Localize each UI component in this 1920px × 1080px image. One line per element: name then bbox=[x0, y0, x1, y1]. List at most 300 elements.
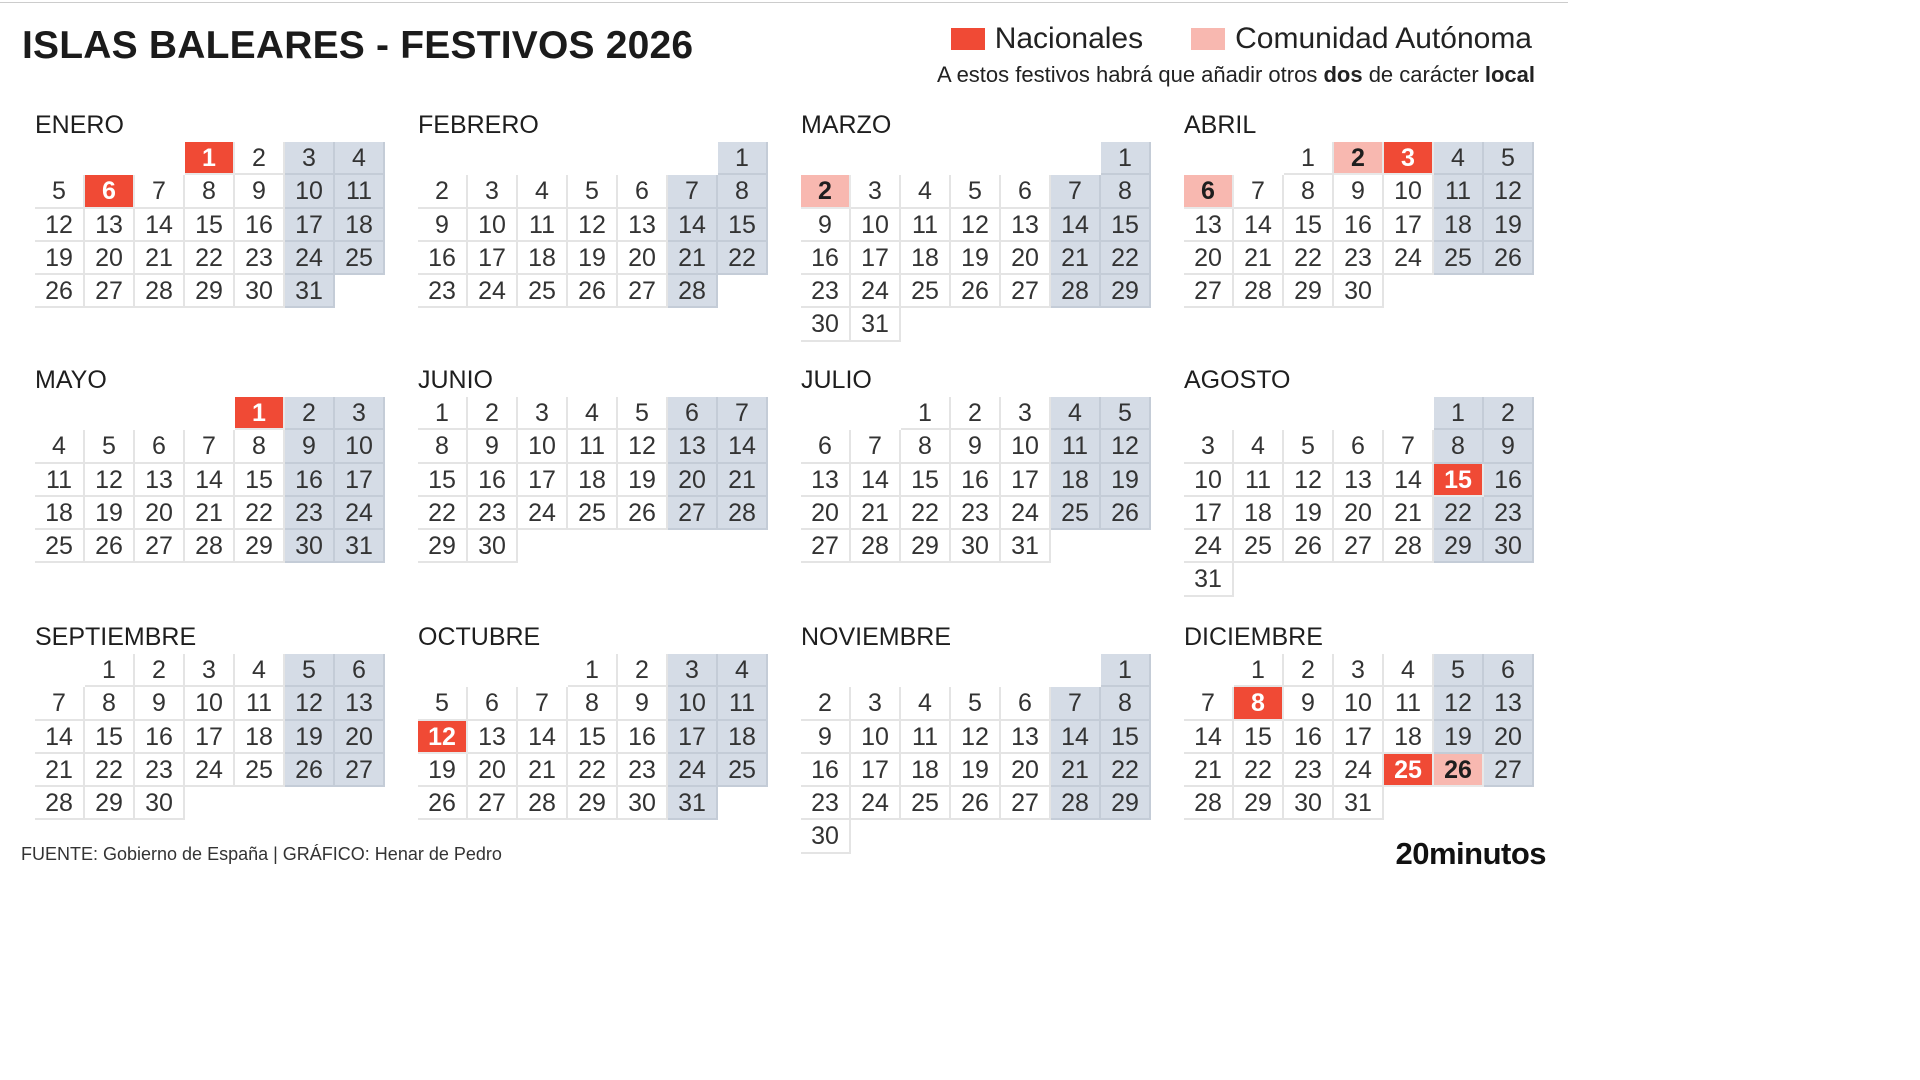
day-cell: 20 bbox=[801, 497, 851, 530]
day-cell: 12 bbox=[1284, 464, 1334, 497]
day-cell: 25 bbox=[35, 530, 85, 563]
day-cell: 11 bbox=[1384, 687, 1434, 720]
day-cell: 25 bbox=[1051, 497, 1101, 530]
brand-logo: 20minutos bbox=[1395, 836, 1546, 871]
legend-label-comunidad: Comunidad Autónoma bbox=[1235, 22, 1532, 55]
day-cell: 19 bbox=[951, 754, 1001, 787]
day-cell: 18 bbox=[568, 464, 618, 497]
month-grid bbox=[418, 654, 768, 820]
day-cell: 14 bbox=[1051, 209, 1101, 242]
day-cell: 11 bbox=[235, 687, 285, 720]
day-cell: 31 bbox=[851, 308, 901, 341]
day-cell: 26 bbox=[951, 787, 1001, 820]
day-cell: 18 bbox=[718, 721, 768, 754]
day-cell: 29 bbox=[1234, 787, 1284, 820]
day-cell: 5 bbox=[618, 397, 668, 430]
day-cell: 9 bbox=[1334, 175, 1384, 208]
day-cell: 19 bbox=[1434, 721, 1484, 754]
day-cell: 6 bbox=[468, 687, 518, 720]
day-cell: 3 bbox=[1384, 142, 1434, 175]
day-cell: 7 bbox=[718, 397, 768, 430]
day-cell: 11 bbox=[1051, 430, 1101, 463]
day-cell: 1 bbox=[568, 654, 618, 687]
day-cell: 10 bbox=[335, 430, 385, 463]
day-cell: 23 bbox=[1334, 242, 1384, 275]
day-cell: 31 bbox=[1001, 530, 1051, 563]
day-cell: 7 bbox=[35, 687, 85, 720]
day-cell: 9 bbox=[951, 430, 1001, 463]
day-cell: 20 bbox=[468, 754, 518, 787]
day-cell: 21 bbox=[1051, 242, 1101, 275]
day-cell: 12 bbox=[1484, 175, 1534, 208]
empty-cell bbox=[85, 142, 135, 175]
day-cell: 26 bbox=[568, 275, 618, 308]
day-cell: 18 bbox=[518, 242, 568, 275]
day-cell: 26 bbox=[418, 787, 468, 820]
empty-cell bbox=[801, 142, 851, 175]
empty-cell bbox=[35, 654, 85, 687]
day-cell: 3 bbox=[851, 175, 901, 208]
day-cell: 1 bbox=[1434, 397, 1484, 430]
day-cell: 13 bbox=[1184, 209, 1234, 242]
day-cell: 28 bbox=[135, 275, 185, 308]
day-cell: 24 bbox=[518, 497, 568, 530]
day-cell: 3 bbox=[851, 687, 901, 720]
page-title: ISLAS BALEARES - FESTIVOS 2026 bbox=[22, 24, 694, 67]
day-cell: 7 bbox=[1184, 687, 1234, 720]
day-cell: 28 bbox=[35, 787, 85, 820]
day-cell: 26 bbox=[285, 754, 335, 787]
day-cell: 22 bbox=[85, 754, 135, 787]
day-cell: 22 bbox=[1284, 242, 1334, 275]
day-cell: 11 bbox=[1234, 464, 1284, 497]
day-cell: 21 bbox=[135, 242, 185, 275]
day-cell: 28 bbox=[1184, 787, 1234, 820]
empty-cell bbox=[468, 142, 518, 175]
day-cell: 8 bbox=[185, 175, 235, 208]
day-cell: 27 bbox=[801, 530, 851, 563]
empty-cell bbox=[951, 654, 1001, 687]
month-noviembre bbox=[801, 620, 1151, 854]
day-cell: 3 bbox=[1334, 654, 1384, 687]
day-cell: 12 bbox=[35, 209, 85, 242]
day-cell: 20 bbox=[668, 464, 718, 497]
day-cell: 30 bbox=[801, 308, 851, 341]
day-cell: 5 bbox=[35, 175, 85, 208]
month-name: DICIEMBRE bbox=[1184, 623, 1323, 651]
day-cell: 22 bbox=[1101, 242, 1151, 275]
day-cell: 9 bbox=[235, 175, 285, 208]
day-cell: 8 bbox=[85, 687, 135, 720]
day-cell: 7 bbox=[185, 430, 235, 463]
day-cell: 30 bbox=[468, 530, 518, 563]
day-cell: 16 bbox=[418, 242, 468, 275]
day-cell: 29 bbox=[235, 530, 285, 563]
day-cell: 2 bbox=[801, 175, 851, 208]
day-cell: 2 bbox=[418, 175, 468, 208]
day-cell: 19 bbox=[85, 497, 135, 530]
day-cell: 20 bbox=[1484, 721, 1534, 754]
legend-swatch-nacionales bbox=[951, 28, 985, 50]
day-cell: 9 bbox=[285, 430, 335, 463]
day-cell: 25 bbox=[235, 754, 285, 787]
day-cell: 17 bbox=[668, 721, 718, 754]
day-cell: 31 bbox=[668, 787, 718, 820]
day-cell: 18 bbox=[901, 242, 951, 275]
day-cell: 18 bbox=[335, 209, 385, 242]
day-cell: 29 bbox=[1101, 787, 1151, 820]
day-cell: 16 bbox=[135, 721, 185, 754]
day-cell: 12 bbox=[1101, 430, 1151, 463]
day-cell: 6 bbox=[135, 430, 185, 463]
day-cell: 4 bbox=[35, 430, 85, 463]
day-cell: 15 bbox=[1101, 209, 1151, 242]
day-cell: 9 bbox=[468, 430, 518, 463]
day-cell: 4 bbox=[518, 175, 568, 208]
day-cell: 26 bbox=[1284, 530, 1334, 563]
day-cell: 6 bbox=[1334, 430, 1384, 463]
day-cell: 7 bbox=[668, 175, 718, 208]
day-cell: 4 bbox=[568, 397, 618, 430]
day-cell: 27 bbox=[1001, 787, 1051, 820]
day-cell: 1 bbox=[718, 142, 768, 175]
day-cell: 19 bbox=[285, 721, 335, 754]
day-cell: 27 bbox=[468, 787, 518, 820]
day-cell: 5 bbox=[1484, 142, 1534, 175]
day-cell: 7 bbox=[1384, 430, 1434, 463]
day-cell: 10 bbox=[1184, 464, 1234, 497]
day-cell: 20 bbox=[618, 242, 668, 275]
day-cell: 30 bbox=[235, 275, 285, 308]
day-cell: 3 bbox=[285, 142, 335, 175]
day-cell: 24 bbox=[285, 242, 335, 275]
day-cell: 19 bbox=[951, 242, 1001, 275]
day-cell: 2 bbox=[135, 654, 185, 687]
day-cell: 23 bbox=[801, 275, 851, 308]
day-cell: 2 bbox=[235, 142, 285, 175]
day-cell: 29 bbox=[1434, 530, 1484, 563]
day-cell: 11 bbox=[518, 209, 568, 242]
day-cell: 7 bbox=[518, 687, 568, 720]
day-cell: 21 bbox=[1051, 754, 1101, 787]
day-cell: 6 bbox=[618, 175, 668, 208]
day-cell: 4 bbox=[1384, 654, 1434, 687]
legend-item-nacionales bbox=[951, 22, 1143, 56]
day-cell: 16 bbox=[1334, 209, 1384, 242]
day-cell: 1 bbox=[1234, 654, 1284, 687]
day-cell: 22 bbox=[418, 497, 468, 530]
day-cell: 19 bbox=[1284, 497, 1334, 530]
month-name: ENERO bbox=[35, 111, 124, 139]
day-cell: 8 bbox=[718, 175, 768, 208]
day-cell: 16 bbox=[235, 209, 285, 242]
month-grid bbox=[801, 142, 1151, 342]
day-cell: 16 bbox=[468, 464, 518, 497]
day-cell: 8 bbox=[1284, 175, 1334, 208]
day-cell: 30 bbox=[951, 530, 1001, 563]
day-cell: 10 bbox=[285, 175, 335, 208]
day-cell: 23 bbox=[135, 754, 185, 787]
day-cell: 24 bbox=[335, 497, 385, 530]
day-cell: 13 bbox=[1001, 721, 1051, 754]
day-cell: 30 bbox=[1284, 787, 1334, 820]
day-cell: 10 bbox=[468, 209, 518, 242]
top-divider bbox=[0, 2, 1568, 3]
day-cell: 29 bbox=[901, 530, 951, 563]
day-cell: 14 bbox=[35, 721, 85, 754]
day-cell: 23 bbox=[468, 497, 518, 530]
month-junio bbox=[418, 363, 768, 563]
empty-cell bbox=[801, 654, 851, 687]
day-cell: 14 bbox=[1051, 721, 1101, 754]
day-cell: 6 bbox=[1001, 687, 1051, 720]
day-cell: 15 bbox=[1284, 209, 1334, 242]
note-bold-dos: dos bbox=[1323, 62, 1363, 87]
day-cell: 28 bbox=[1234, 275, 1284, 308]
local-holidays-note bbox=[937, 62, 1535, 88]
day-cell: 10 bbox=[668, 687, 718, 720]
day-cell: 22 bbox=[235, 497, 285, 530]
month-grid bbox=[418, 142, 768, 308]
day-cell: 13 bbox=[135, 464, 185, 497]
day-cell: 4 bbox=[901, 175, 951, 208]
day-cell: 16 bbox=[801, 754, 851, 787]
day-cell: 25 bbox=[1434, 242, 1484, 275]
day-cell: 23 bbox=[951, 497, 1001, 530]
day-cell: 15 bbox=[418, 464, 468, 497]
day-cell: 17 bbox=[1184, 497, 1234, 530]
day-cell: 18 bbox=[235, 721, 285, 754]
day-cell: 4 bbox=[1234, 430, 1284, 463]
empty-cell bbox=[35, 142, 85, 175]
day-cell: 29 bbox=[185, 275, 235, 308]
day-cell: 17 bbox=[851, 754, 901, 787]
day-cell: 2 bbox=[951, 397, 1001, 430]
day-cell: 5 bbox=[85, 430, 135, 463]
month-grid bbox=[1184, 142, 1534, 308]
day-cell: 11 bbox=[901, 721, 951, 754]
day-cell: 8 bbox=[1434, 430, 1484, 463]
day-cell: 6 bbox=[801, 430, 851, 463]
day-cell: 23 bbox=[285, 497, 335, 530]
day-cell: 4 bbox=[718, 654, 768, 687]
empty-cell bbox=[518, 142, 568, 175]
month-septiembre bbox=[35, 620, 385, 820]
day-cell: 22 bbox=[1234, 754, 1284, 787]
day-cell: 1 bbox=[85, 654, 135, 687]
day-cell: 11 bbox=[718, 687, 768, 720]
day-cell: 9 bbox=[801, 209, 851, 242]
day-cell: 15 bbox=[85, 721, 135, 754]
day-cell: 5 bbox=[568, 175, 618, 208]
day-cell: 20 bbox=[135, 497, 185, 530]
day-cell: 15 bbox=[568, 721, 618, 754]
day-cell: 6 bbox=[1184, 175, 1234, 208]
empty-cell bbox=[468, 654, 518, 687]
day-cell: 25 bbox=[335, 242, 385, 275]
day-cell: 11 bbox=[901, 209, 951, 242]
month-octubre bbox=[418, 620, 768, 820]
day-cell: 10 bbox=[851, 209, 901, 242]
month-name: SEPTIEMBRE bbox=[35, 623, 197, 651]
day-cell: 30 bbox=[135, 787, 185, 820]
empty-cell bbox=[1284, 397, 1334, 430]
day-cell: 14 bbox=[718, 430, 768, 463]
day-cell: 23 bbox=[418, 275, 468, 308]
day-cell: 11 bbox=[568, 430, 618, 463]
day-cell: 26 bbox=[951, 275, 1001, 308]
day-cell: 17 bbox=[1334, 721, 1384, 754]
day-cell: 24 bbox=[468, 275, 518, 308]
day-cell: 15 bbox=[1101, 721, 1151, 754]
day-cell: 3 bbox=[668, 654, 718, 687]
day-cell: 16 bbox=[618, 721, 668, 754]
day-cell: 30 bbox=[285, 530, 335, 563]
legend-item-comunidad bbox=[1191, 22, 1532, 56]
day-cell: 27 bbox=[1334, 530, 1384, 563]
month-agosto bbox=[1184, 363, 1534, 597]
day-cell: 28 bbox=[518, 787, 568, 820]
day-cell: 23 bbox=[618, 754, 668, 787]
day-cell: 21 bbox=[1234, 242, 1284, 275]
day-cell: 11 bbox=[35, 464, 85, 497]
day-cell: 2 bbox=[1334, 142, 1384, 175]
day-cell: 5 bbox=[1434, 654, 1484, 687]
day-cell: 25 bbox=[518, 275, 568, 308]
day-cell: 7 bbox=[135, 175, 185, 208]
day-cell: 21 bbox=[1384, 497, 1434, 530]
day-cell: 11 bbox=[335, 175, 385, 208]
day-cell: 15 bbox=[1434, 464, 1484, 497]
day-cell: 1 bbox=[235, 397, 285, 430]
day-cell: 19 bbox=[418, 754, 468, 787]
day-cell: 20 bbox=[1334, 497, 1384, 530]
day-cell: 13 bbox=[1334, 464, 1384, 497]
day-cell: 26 bbox=[1484, 242, 1534, 275]
day-cell: 31 bbox=[1184, 563, 1234, 596]
month-name: OCTUBRE bbox=[418, 623, 541, 651]
day-cell: 24 bbox=[851, 787, 901, 820]
day-cell: 15 bbox=[185, 209, 235, 242]
day-cell: 24 bbox=[1184, 530, 1234, 563]
day-cell: 1 bbox=[418, 397, 468, 430]
day-cell: 26 bbox=[35, 275, 85, 308]
day-cell: 3 bbox=[1184, 430, 1234, 463]
day-cell: 12 bbox=[1434, 687, 1484, 720]
day-cell: 16 bbox=[285, 464, 335, 497]
day-cell: 9 bbox=[418, 209, 468, 242]
empty-cell bbox=[185, 397, 235, 430]
month-grid bbox=[801, 397, 1151, 563]
empty-cell bbox=[1384, 397, 1434, 430]
day-cell: 14 bbox=[518, 721, 568, 754]
day-cell: 19 bbox=[568, 242, 618, 275]
day-cell: 26 bbox=[618, 497, 668, 530]
day-cell: 26 bbox=[1434, 754, 1484, 787]
month-name: JUNIO bbox=[418, 366, 493, 394]
day-cell: 25 bbox=[568, 497, 618, 530]
day-cell: 27 bbox=[1001, 275, 1051, 308]
legend bbox=[951, 22, 1532, 56]
day-cell: 29 bbox=[85, 787, 135, 820]
day-cell: 27 bbox=[335, 754, 385, 787]
day-cell: 4 bbox=[235, 654, 285, 687]
empty-cell bbox=[1234, 397, 1284, 430]
empty-cell bbox=[901, 654, 951, 687]
day-cell: 30 bbox=[618, 787, 668, 820]
day-cell: 23 bbox=[1284, 754, 1334, 787]
day-cell: 17 bbox=[1384, 209, 1434, 242]
month-name: NOVIEMBRE bbox=[801, 623, 952, 651]
day-cell: 31 bbox=[285, 275, 335, 308]
day-cell: 29 bbox=[1284, 275, 1334, 308]
day-cell: 6 bbox=[1484, 654, 1534, 687]
empty-cell bbox=[801, 397, 851, 430]
day-cell: 17 bbox=[185, 721, 235, 754]
day-cell: 28 bbox=[851, 530, 901, 563]
day-cell: 13 bbox=[1001, 209, 1051, 242]
day-cell: 12 bbox=[418, 721, 468, 754]
day-cell: 5 bbox=[951, 175, 1001, 208]
day-cell: 19 bbox=[35, 242, 85, 275]
day-cell: 19 bbox=[618, 464, 668, 497]
day-cell: 17 bbox=[285, 209, 335, 242]
day-cell: 21 bbox=[668, 242, 718, 275]
day-cell: 2 bbox=[618, 654, 668, 687]
day-cell: 25 bbox=[1384, 754, 1434, 787]
day-cell: 4 bbox=[1434, 142, 1484, 175]
day-cell: 19 bbox=[1484, 209, 1534, 242]
empty-cell bbox=[568, 142, 618, 175]
month-name: JULIO bbox=[801, 366, 872, 394]
day-cell: 4 bbox=[1051, 397, 1101, 430]
day-cell: 9 bbox=[135, 687, 185, 720]
day-cell: 20 bbox=[1184, 242, 1234, 275]
legend-label-nacionales: Nacionales bbox=[994, 22, 1144, 55]
day-cell: 7 bbox=[1051, 175, 1101, 208]
day-cell: 18 bbox=[1234, 497, 1284, 530]
legend-swatch-comunidad bbox=[1191, 28, 1225, 50]
day-cell: 8 bbox=[235, 430, 285, 463]
empty-cell bbox=[851, 142, 901, 175]
month-diciembre bbox=[1184, 620, 1534, 820]
month-febrero bbox=[418, 108, 768, 308]
day-cell: 24 bbox=[185, 754, 235, 787]
day-cell: 21 bbox=[851, 497, 901, 530]
empty-cell bbox=[951, 142, 1001, 175]
day-cell: 8 bbox=[418, 430, 468, 463]
day-cell: 27 bbox=[668, 497, 718, 530]
day-cell: 26 bbox=[1101, 497, 1151, 530]
day-cell: 15 bbox=[1234, 721, 1284, 754]
month-grid bbox=[418, 397, 768, 563]
day-cell: 14 bbox=[1184, 721, 1234, 754]
day-cell: 23 bbox=[235, 242, 285, 275]
day-cell: 2 bbox=[1484, 397, 1534, 430]
day-cell: 9 bbox=[801, 721, 851, 754]
day-cell: 18 bbox=[1434, 209, 1484, 242]
empty-cell bbox=[1051, 142, 1101, 175]
day-cell: 24 bbox=[1334, 754, 1384, 787]
day-cell: 3 bbox=[335, 397, 385, 430]
day-cell: 10 bbox=[1384, 175, 1434, 208]
day-cell: 28 bbox=[1384, 530, 1434, 563]
day-cell: 14 bbox=[668, 209, 718, 242]
day-cell: 1 bbox=[1101, 654, 1151, 687]
empty-cell bbox=[35, 397, 85, 430]
day-cell: 3 bbox=[468, 175, 518, 208]
empty-cell bbox=[1234, 142, 1284, 175]
